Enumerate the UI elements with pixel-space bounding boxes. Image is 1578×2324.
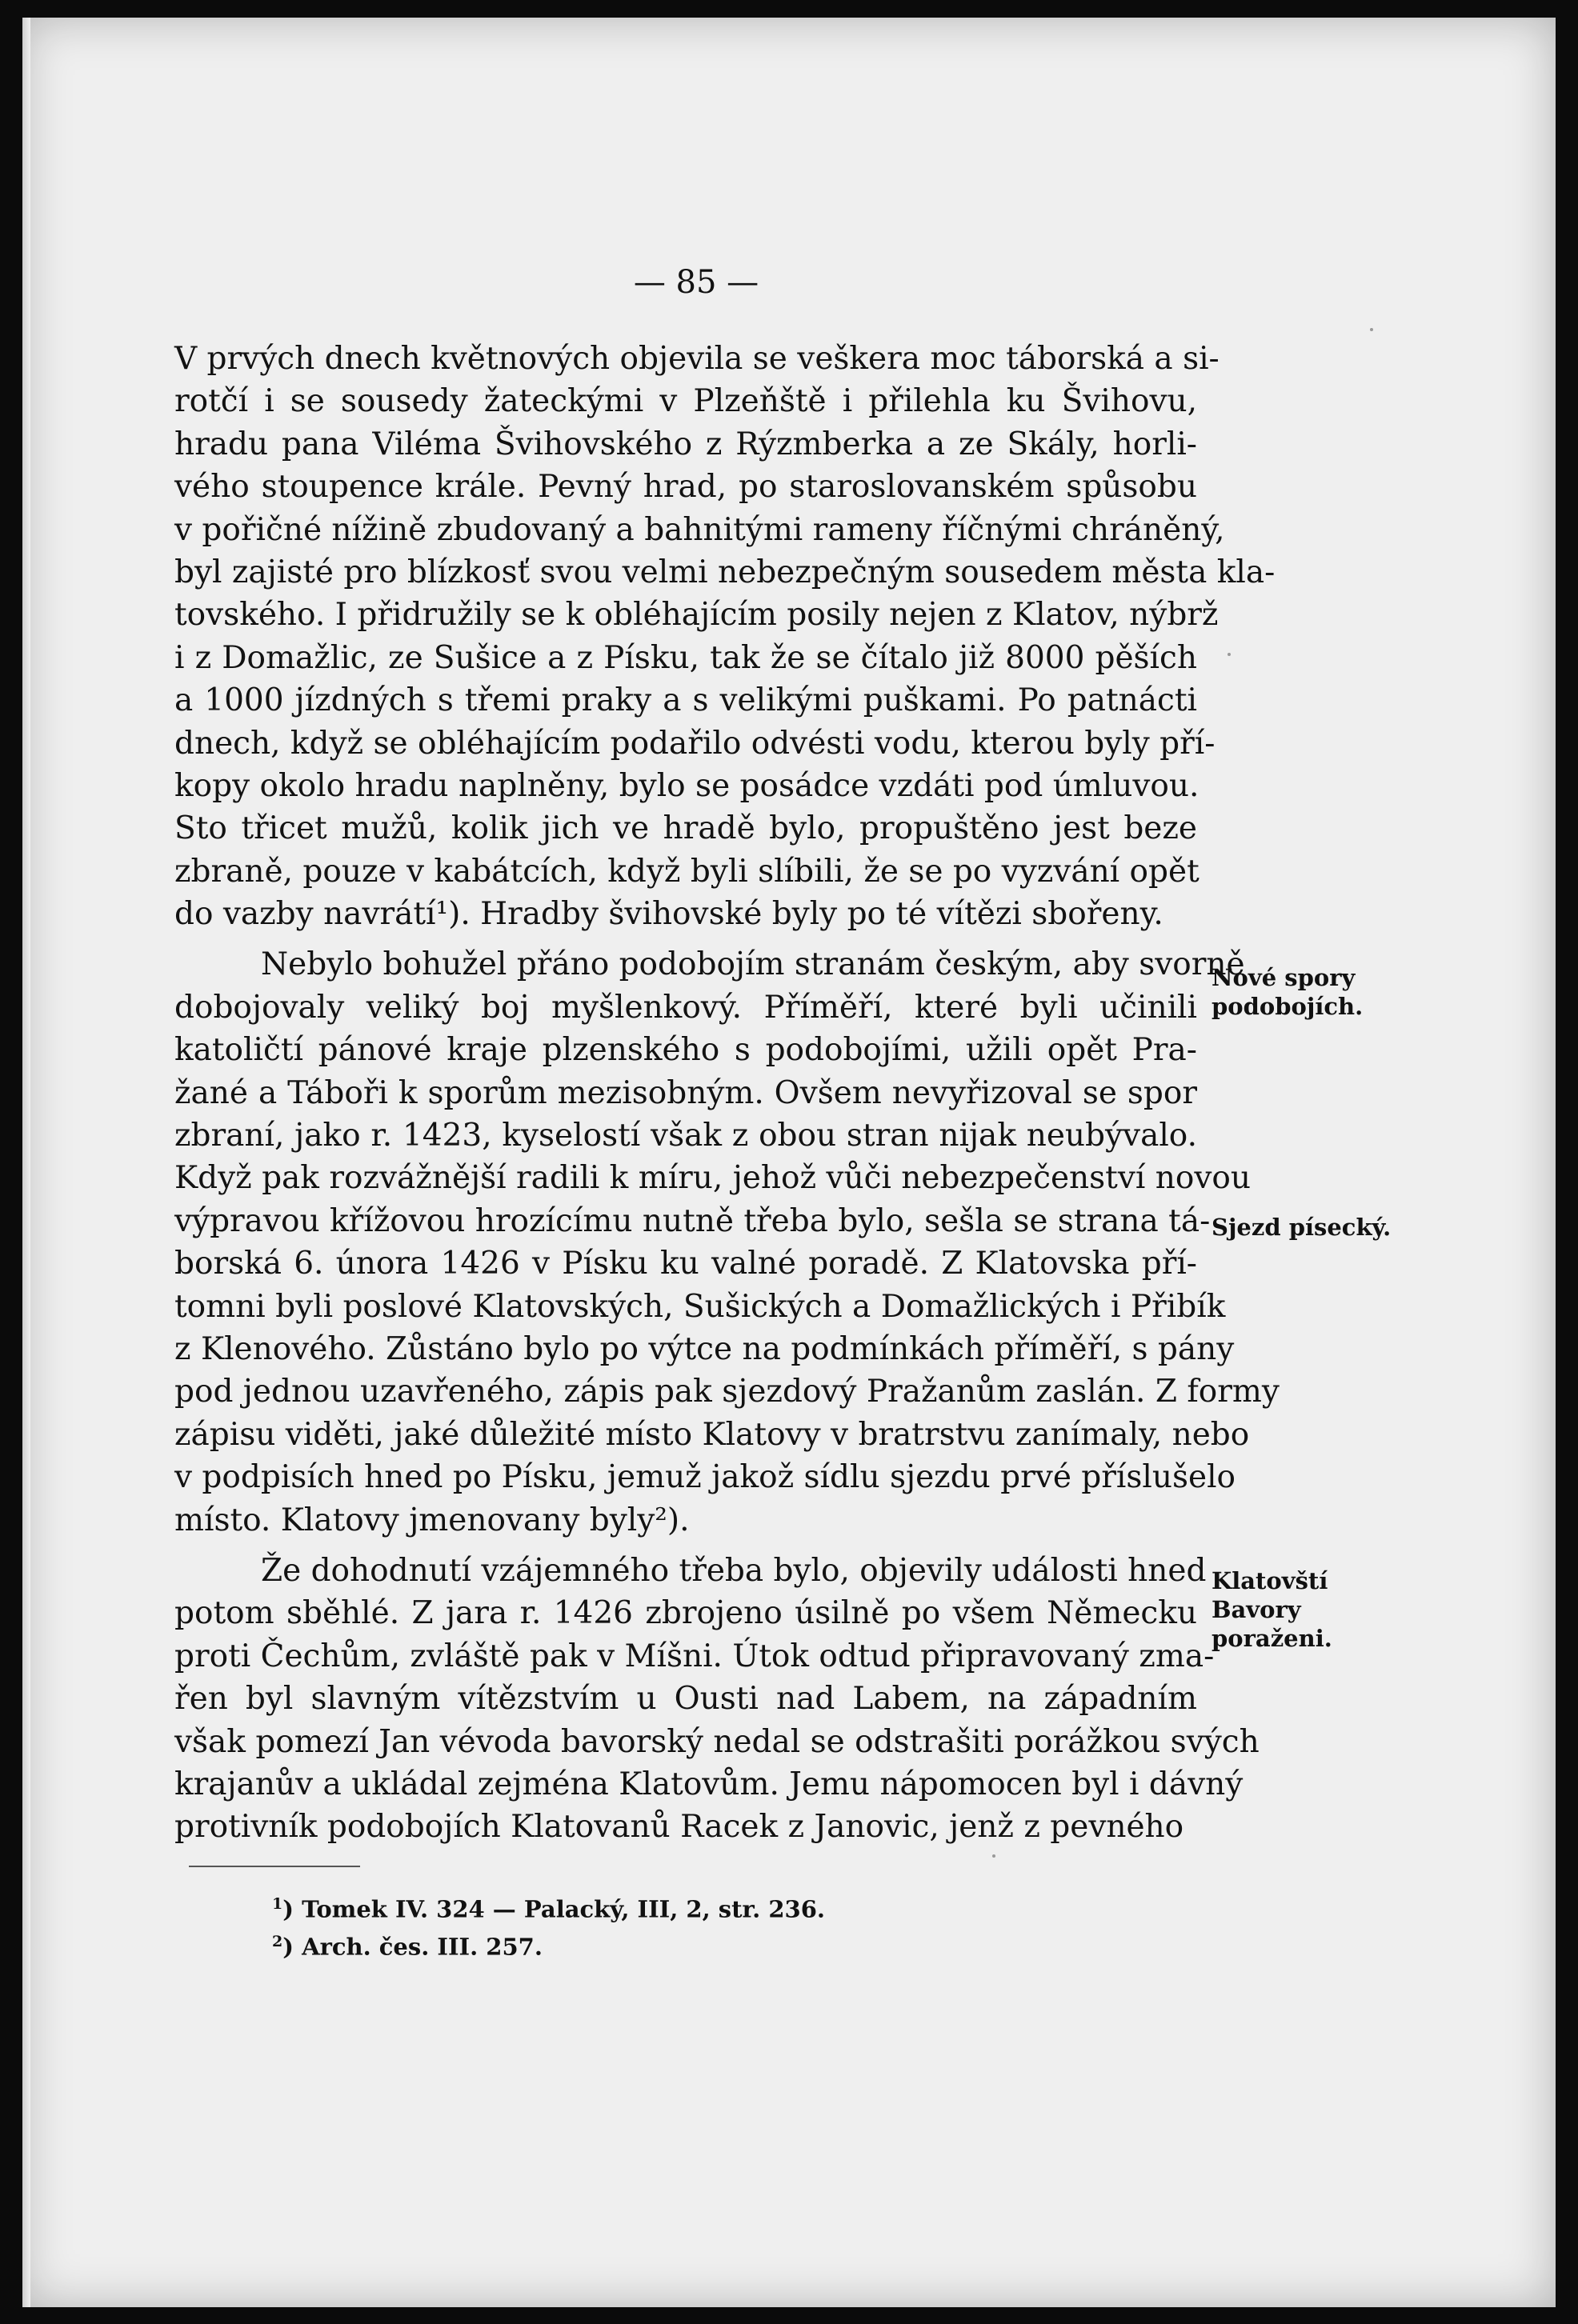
footnote: $^1$) Tomek IV. 324 — Palacký, III, 2, str. 236. (272, 1895, 825, 1923)
text-line: tomni byli poslové Klatovských, Sušických a Domažlických i Přibík (174, 1288, 1226, 1325)
paragraph (174, 1550, 1260, 1849)
text-line: hradu pana Viléma Švihovského z Rýzmberka a ze Skály, horli- (174, 426, 1197, 462)
page-fold-shadow (22, 18, 30, 2307)
text-line: z Klenového. Zůstáno bylo po výtce na podmínkách příměří, s pány (174, 1330, 1235, 1367)
page-number: — 85 — (633, 264, 759, 301)
text-line: do vazby navrátí¹). Hradby švihovské byly po té vítězi sbořeny. (174, 896, 1163, 933)
text-line: v pořičné nížině zbudovaný a bahnitými rameny říčnými chráněný, (174, 511, 1225, 548)
text-line: rotčí i se sousedy žateckými v Plzeňště i přilehla ku Švihovu, (174, 383, 1197, 420)
footnote-rule (189, 1866, 360, 1867)
text-line: však pomezí Jan vévoda bavorský nedal se odstrašiti porážkou svých (174, 1723, 1260, 1760)
text-line: Že dohodnutí vzájemného třeba bylo, objevily události hned (261, 1552, 1207, 1589)
text-line: zápisu viděti, jaké důležité místo Klatovy v bratrstvu zanímaly, nebo (174, 1416, 1250, 1453)
paper-speck (1370, 328, 1373, 331)
text-line: kopy okolo hradu naplněny, bylo se posádce vzdáti pod úmluvou. (174, 767, 1200, 804)
paragraph (174, 338, 1276, 935)
paragraph (174, 943, 1280, 1541)
text-line: pod jednou uzavřeného, zápis pak sjezdový Pražanům zaslán. Z formy (174, 1374, 1280, 1410)
text-line: proti Čechům, zvláště pak v Míšni. Útok odtud připravovaný zma- (174, 1638, 1215, 1674)
text-line: Sto třicet mužů, kolik jich ve hradě bylo, propuštěno jest beze (174, 810, 1197, 847)
text-line: a 1000 jízdných s třemi praky a s velikými puškami. Po patnácti (174, 682, 1197, 719)
margin-note-new-disputes: Nové spory podobojích. (1212, 964, 1364, 1020)
margin-note-bavarians-defeated: Klatovští Bavory poraženi. (1212, 1567, 1332, 1652)
text-line: Když pak rozvážnější radili k míru, jehož vůči nebezpečenství novou (174, 1160, 1251, 1197)
footnote-mark: 1 (272, 1895, 283, 1913)
text-line: výpravou křížovou hrozícímu nutně třeba bylo, sešla se strana tá- (174, 1202, 1211, 1239)
text-line: borská 6. února 1426 v Písku ku valné poradě. Z Klatovska pří- (174, 1246, 1197, 1282)
footnote-mark: 2 (272, 1932, 283, 1950)
text-line: místo. Klatovy jmenovany byly²). (174, 1502, 690, 1538)
text-line: dnech, když se obléhajícím podařilo odvésti vodu, kterou byly pří- (174, 725, 1216, 762)
text-line: zbraně, pouze v kabátcích, když byli slíbili, že se po vyzvání opět (174, 853, 1200, 890)
text-line: protivník podobojích Klatovanů Racek z Janovic, jenž z pevného (174, 1809, 1184, 1846)
footnotes (272, 1888, 1072, 1962)
text-line: tovského. I přidružily se k obléhajícím posily nejen z Klatov, nýbrž (174, 597, 1219, 634)
footnote: $^2$) Arch. čes. III. 257. (272, 1932, 543, 1961)
text-line: V prvých dnech květnových objevila se veškera moc táborská a si- (174, 341, 1220, 377)
paper-speck (1228, 653, 1231, 656)
text-line: řen byl slavným vítězstvím u Ousti nad Labem, na západním (174, 1681, 1197, 1718)
footnote-text: Arch. čes. III. 257. (302, 1933, 543, 1961)
text-line: dobojovaly veliký boj myšlenkový. Příměří, které byli učinili (174, 989, 1197, 1026)
text-line: potom sběhlé. Z jara r. 1426 zbrojeno úsilně po všem Německu (174, 1595, 1197, 1632)
text-line: vého stoupence krále. Pevný hrad, po staroslovanském spůsobu (174, 469, 1197, 506)
text-line: Nebylo bohužel přáno podobojím stranám českým, aby svorně (261, 946, 1245, 983)
text-line: katoličtí pánové kraje plzenského s podobojími, užili opět Pra- (174, 1032, 1197, 1069)
text-line: žané a Táboři k sporům mezisobným. Ovšem nevyřizoval se spor (174, 1074, 1197, 1111)
footnote-text: Tomek IV. 324 — Palacký, III, 2, str. 236. (302, 1895, 825, 1923)
text-line: v podpisích hned po Písku, jemuž jakož sídlu sjezdu prvé příslušelo (174, 1459, 1236, 1496)
text-line: zbraní, jako r. 1423, kyselostí však z obou stran nijak neubývalo. (174, 1118, 1197, 1154)
text-line: byl zajisté pro blízkosť svou velmi nebezpečným sousedem města kla- (174, 554, 1276, 590)
text-line: i z Domažlic, ze Sušice a z Písku, tak že se čítalo již 8000 pěších (174, 639, 1197, 676)
text-line: krajanův a ukládal zejména Klatovům. Jemu nápomocen byl i dávný (174, 1766, 1244, 1802)
paper-speck (992, 1854, 995, 1858)
margin-note-pisek-assembly: Sjezd písecký. (1212, 1214, 1392, 1241)
